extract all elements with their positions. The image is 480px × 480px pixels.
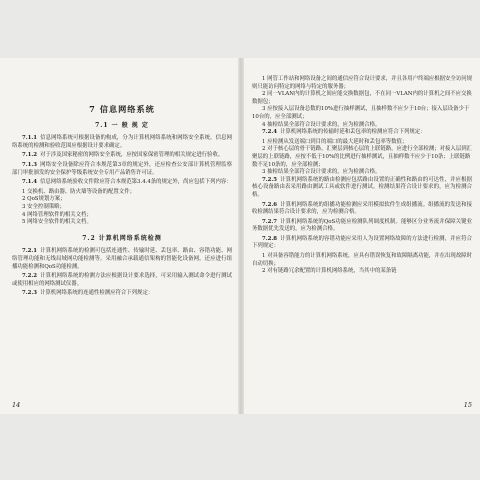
- clause-text: 对于涉及国家秘密的网络安全系统，应按国家保密管理的相关规定进行验收。: [40, 152, 224, 159]
- clause-text: 计算机网络系统的QoS功能应检测队列调度机制。能够区分业务流并保障关键业务数据优先发送的，应为检测合格。: [252, 218, 472, 233]
- list-item: 1 网管工作站和网络设备之间的通信应符合设计要求，并且各用户终端应根据安全访问规则只能访问特定的网络与特定的服务器；: [252, 76, 472, 90]
- clause-text: 信息网络系统验收文件除应符合本规范第3.4.4条的规定外，尚应包括下列内容：: [40, 179, 232, 186]
- list-item: 2 对于核心层的骨干链路、汇聚层到核心层的上联链路，应进行全部检测；对接入层到汇聚层的上联链路，应按不低于10%的比例进行抽样测试，且抽样数不应少于10条；上联链路数不足10条的，应全部检测；: [252, 146, 472, 168]
- clause-7-1-2: [12, 152, 232, 160]
- list-7-2-3: [252, 76, 472, 129]
- right-page: [252, 58, 472, 414]
- clause-7-2-2: [12, 273, 232, 288]
- clause-number: 7.1.4: [22, 179, 38, 186]
- clause-number: 7.2.6: [262, 201, 278, 208]
- book-spread: [0, 58, 480, 414]
- clause-text: 计算机网络系统的组播功能检测应采用模拟软件生成组播流。组播流的发送和接收检测结果符合设计要求的，应为检测合格。: [252, 201, 472, 216]
- clause-7-2-8: [252, 236, 472, 251]
- clause-number: 7.2.5: [262, 176, 278, 183]
- list-item: 2 同一VLAN内的计算机之间应能交换数据包，不在同一VLAN内的计算机之间不应交换数据包；: [252, 91, 472, 105]
- list-item: 1 交换机、路由器、防火墙等设备的配置文件；: [22, 188, 135, 195]
- left-page: [12, 58, 232, 414]
- clause-text: 计算机网络系统的路由检测应包括路由设置的正确性和路由的可达性，并应根据核心设备路由表采用路由测试工具或软件进行测试。检测结果符合设计要求的，应为检测合格。: [252, 176, 472, 198]
- list-item: 3 安全控制策略；: [22, 203, 65, 210]
- clause-7-2-5: [252, 177, 472, 200]
- list-item: 3 抽检结果全部符合设计要求的，应为检测合格。: [262, 169, 381, 176]
- clause-text: 网络安全设备除应符合本规范第3章的规定外，还应检查公安部计算机管理监察部门审批颁发的安全保护等级系统安全专用产品销售许可证。: [12, 161, 232, 176]
- clause-7-1-4: [12, 179, 232, 187]
- clause-7-1-3: [12, 162, 232, 177]
- list-item: 1 对具备容错能力的计算机网络系统，应具有错误恢复和故障隔离功能，并在出现故障时自动切换；: [252, 253, 472, 267]
- list-7-1-4: [12, 189, 232, 227]
- list-7-2-8: [252, 253, 472, 276]
- clause-number: 7.1.3: [22, 161, 38, 168]
- clause-text: 计算机网络系统的容错功能应采用人为设置网络故障的方法进行检测，并应符合下列规定：: [252, 235, 472, 250]
- section-title-7-1: 7.1 一 般 规 定: [95, 121, 149, 129]
- clause-7-2-3: [12, 290, 232, 298]
- clause-text: 计算机网络系统的检测可包括连通性、传输时延、丢包率、路由、容错功能、网络管理功能和无线局域网功能检测等。采用融合承载通信架构的智能化设备网，还应进行组播功能检测和QoS功能检测。: [12, 248, 232, 270]
- list-item: 4 网络管理软件的相关文档；: [22, 211, 92, 218]
- clause-number: 7.2.8: [262, 235, 278, 242]
- list-item: 3 应按接入层设备总数的10%进行抽样测试，且抽样数不应少于10台；接入层设备少于10台的，应全部测试；: [252, 106, 470, 120]
- list-item: 5 网络安全软件的相关文档。: [22, 219, 92, 226]
- clause-number: 7.1.1: [22, 135, 38, 142]
- clause-number: 7.2.1: [22, 248, 38, 255]
- list-item: 1 应检测从发送端口到目的端口的最大延时和丢包率等数值；: [262, 138, 408, 145]
- clause-number: 7.2.7: [262, 218, 278, 225]
- clause-text: 计算机网络系统的检测方法应根据设计要求选择，可采用输入测试命令进行测试或使用相应的网络测试仪器。: [12, 273, 232, 287]
- clause-number: 7.1.2: [22, 152, 38, 159]
- clause-text: 信息网络系统可根据设备的构成，分为计算机网络系统和网络安全系统。信息网络系统的检测和验收范围应根据设计要求确定。: [12, 135, 232, 149]
- book-gutter: [238, 58, 244, 414]
- clause-text: 计算机网络系统的传输时延和丢包率的检测应符合下列规定：: [280, 129, 426, 136]
- section-title-7-2: 7.2 计算机网络系统检测: [82, 234, 162, 242]
- clause-number: 7.2.4: [262, 129, 278, 136]
- clause-text: 计算机网络系统的连通性检测应符合下列规定：: [40, 290, 154, 297]
- clause-7-1-1: [12, 135, 232, 150]
- list-item: 4 抽检结果全部符合设计要求的，应为检测合格。: [262, 121, 381, 128]
- clause-7-2-1: [12, 248, 232, 271]
- clause-7-2-7: [252, 219, 472, 234]
- page-number: 15: [463, 401, 472, 410]
- clause-number: 7.2.3: [22, 290, 38, 297]
- clause-7-2-4: [252, 129, 472, 137]
- list-item: 2 QoS规划方案；: [22, 196, 66, 203]
- list-7-2-4: [252, 139, 472, 177]
- list-item: 2 对有链路冗余配置的计算机网络系统，当其中的某条链: [262, 268, 397, 275]
- page-number: 14: [12, 401, 21, 410]
- clause-7-2-6: [252, 202, 472, 217]
- clause-number: 7.2.2: [22, 273, 38, 280]
- chapter-title: 7 信息网络系统: [89, 104, 155, 114]
